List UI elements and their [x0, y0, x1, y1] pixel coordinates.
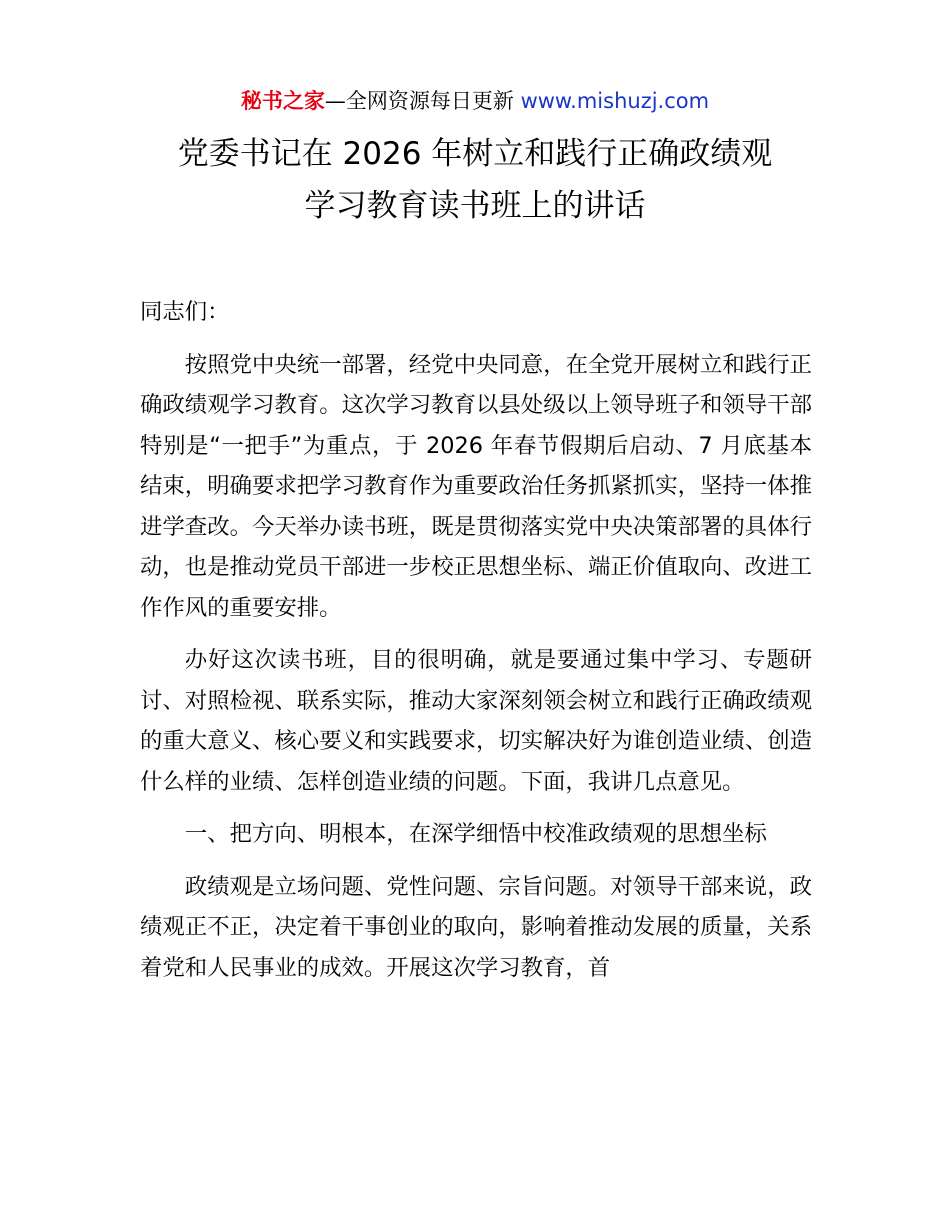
site-slogan: —全网资源每日更新 — [324, 89, 514, 113]
paragraph-1: 按照党中央统一部署，经党中央同意，在全党开展树立和践行正确政绩观学习教育。这次学习教育以县处级以上领导班子和领导干部特别是“一把手”为重点，于 2026 年春节假期后启动、7 月底基本结束，明确要求把学习教育作为重要政治任务抓紧抓实，坚持一体推进学查改。今天举办读书班，既是贯彻落实党中央决策部署的具体行动，也是推动党员干部进一步校正思想坐标、端正价值取向、改进工作作风的重要安排。 — [140, 351, 812, 621]
section-1-heading: 一、把方向、明根本，在深学细悟中校准政绩观的思想坐标 — [184, 821, 767, 847]
brand-name: 秘书之家 — [240, 89, 325, 113]
site-header — [0, 86, 950, 116]
paragraph-2: 办好这次读书班，目的很明确，就是要通过集中学习、专题研讨、对照检视、联系实际，推动大家深刻领会树立和践行正确政绩观的重大意义、核心要义和实践要求，切实解决好为谁创造业绩、创造什么样的业绩、怎样创造业绩的问题。下面，我讲几点意见。 — [140, 647, 812, 795]
document-title — [0, 128, 950, 232]
section-1-paragraph: 政绩观是立场问题、党性问题、宗旨问题。对领导干部来说，政绩观正不正，决定着干事创业的取向，影响着推动发展的质量，关系着党和人民事业的成效。开展这次学习教育，首 — [140, 873, 812, 981]
document-body — [140, 292, 812, 1000]
title-line-1: 党委书记在 2026 年树立和践行正确政绩观 — [177, 136, 773, 172]
site-url[interactable]: www.mishuzj.com — [520, 89, 710, 113]
title-line-2: 学习教育读书班上的讲话 — [304, 188, 646, 224]
salutation: 同志们： — [140, 299, 230, 325]
